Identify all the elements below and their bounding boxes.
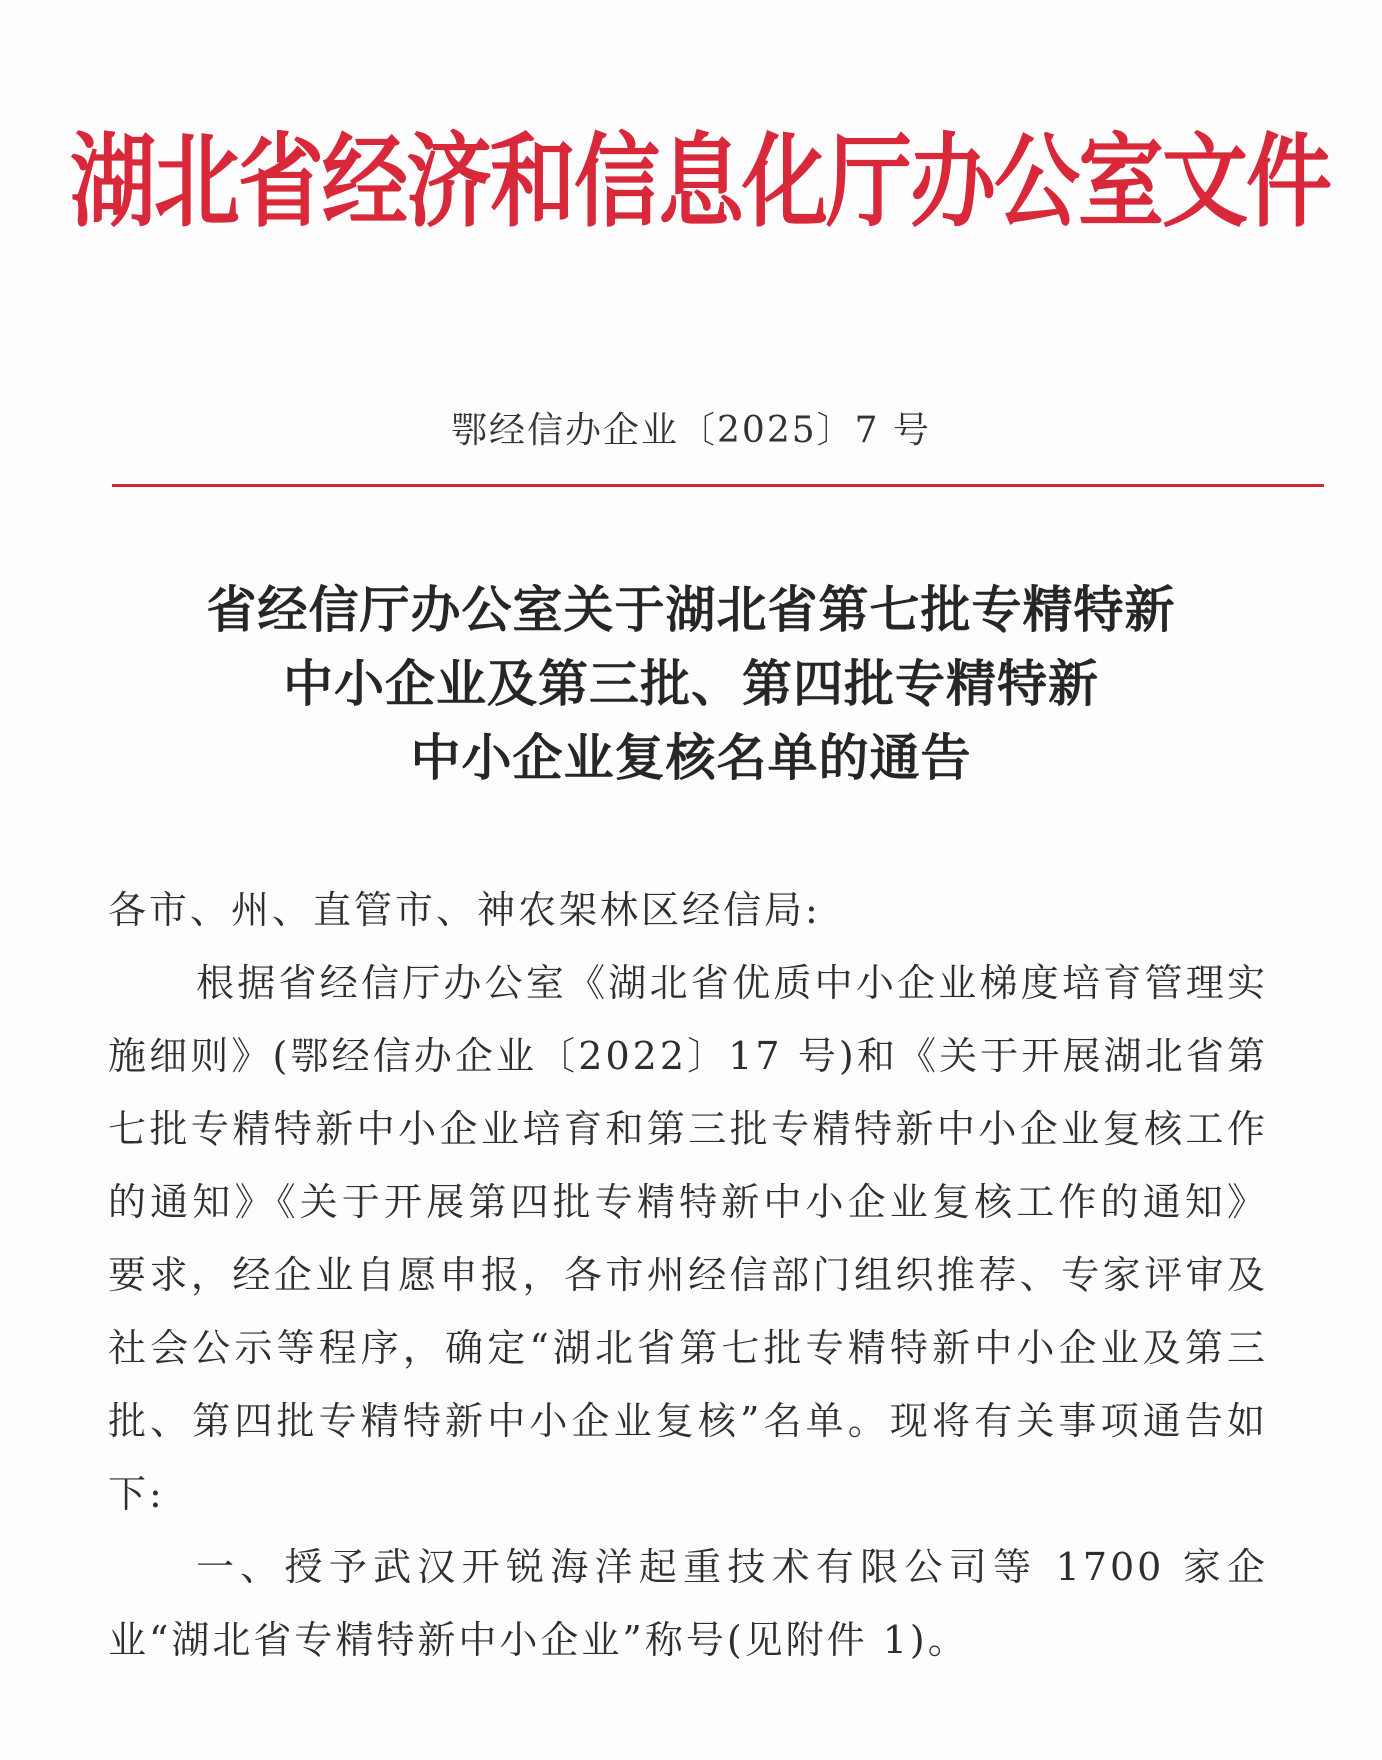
document-body: [108, 874, 1268, 1677]
red-divider-line: [112, 484, 1324, 487]
notice-title-line-2: 中小企业及第三批、第四批专精特新: [283, 655, 1099, 713]
body-paragraph-2: 一、授予武汉开锐海洋起重技术有限公司等 1700 家企业“湖北省专精特新中小企业”称号(见附件 1)。: [108, 1545, 1268, 1662]
notice-title: [60, 573, 1322, 795]
notice-title-line-3: 中小企业复核名单的通告: [410, 729, 972, 787]
notice-title-line-1: 省经信厅办公室关于湖北省第七批专精特新: [206, 581, 1176, 639]
salutation: 各市、州、直管市、神农架林区经信局:: [108, 888, 821, 932]
body-paragraph-1: 根据省经信厅办公室《湖北省优质中小企业梯度培育管理实施细则》(鄂经信办企业〔2022〕17 号)和《关于开展湖北省第七批专精特新中小企业培育和第三批专精特新中小企业复核工作的通知》《关于开展第四批专精特新中小企业复核工作的通知》要求，经企业自愿申报，各市州经信部门组织推荐、专家评审及社会公示等程序，确定“湖北省第七批专精特新中小企业及第三批、第四批专精特新中小企业复核”名单。现将有关事项通告如下:: [108, 961, 1268, 1516]
masthead-title: 湖北省经济和信息化厅办公室文件: [70, 123, 1330, 242]
document-number: 鄂经信办企业〔2025〕7 号: [451, 410, 931, 451]
